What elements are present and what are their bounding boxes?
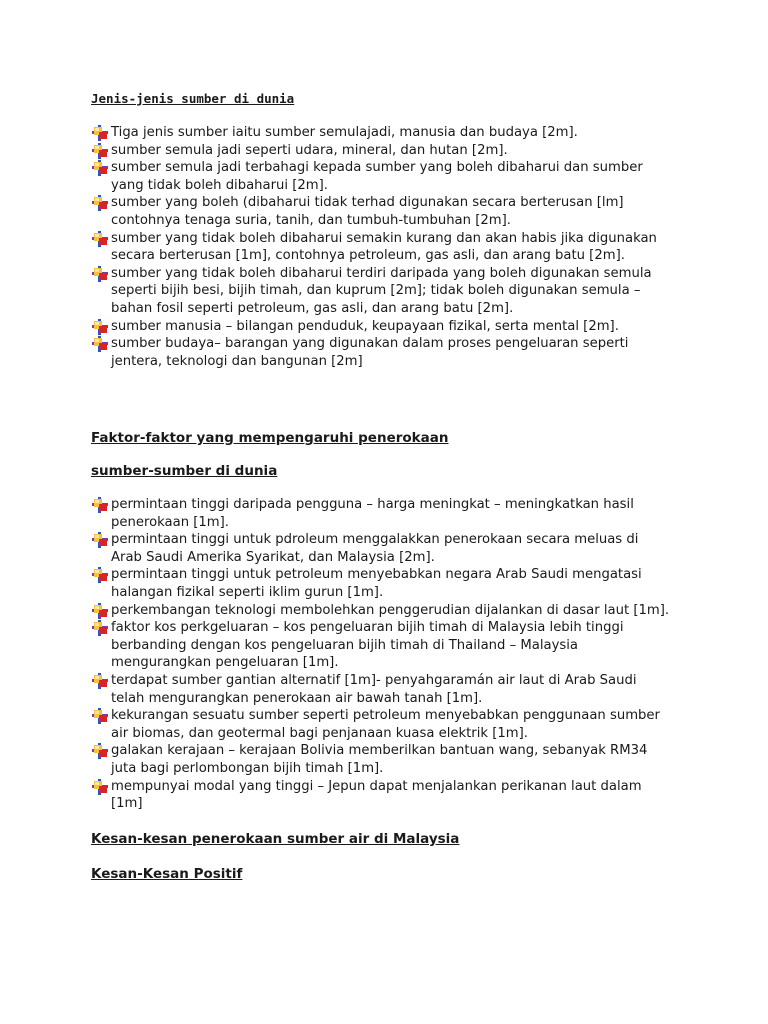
list-item-text-line: terdapat sumber gantian alternatif [1m]- penyahgaramán air laut di Arab Saudi (111, 672, 637, 688)
list-item-text-line: bahan fosil seperti petroleum, gas asli, dan arang batu [2m]. (111, 300, 514, 316)
list-item-text-line: mengurangkan pengeluaran [1m]. (111, 655, 339, 671)
list-item-text-line: faktor kos perkgeluaran – kos pengeluaran bijih timah di Malaysia lebih tinggi (111, 620, 624, 636)
list-item-text-line: permintaan tinggi untuk petroleum menyebabkan negara Arab Saudi mengatasi (111, 567, 642, 583)
list-item-text-line: sumber semula jadi terbahagi kepada sumber yang boleh dibaharui dan sumber (111, 160, 643, 176)
list-item-text-line: sumber yang boleh (dibaharui tidak terhad digunakan secara berterusan [lm] (111, 195, 624, 211)
list-item-text-line: telah mengurangkan penerokaan air bawah tanah [1m]. (111, 690, 483, 706)
list-item-text-line: sumber manusia – bilangan penduduk, keupayaan fizikal, serta mental [2m]. (111, 318, 619, 334)
section-heading-faktor-line2: sumber-sumber di dunia (91, 463, 278, 479)
sumber-list-item (91, 194, 691, 229)
list-item-text-line: galakan kerajaan – kerajaan Bolivia memberilkan bantuan wang, sebanyak RM34 (111, 743, 648, 759)
list-item-text-line: mempunyai modal yang tinggi – Jepun dapat menjalankan perikanan laut dalam (111, 778, 642, 794)
faktor-list-item (91, 602, 691, 620)
list-item-text-line: contohnya tenaga suria, tanih, dan tumbuh-tumbuhan [2m]. (111, 212, 511, 228)
section-heading-jenis-sumber: Jenis-jenis sumber di dunia (91, 91, 295, 106)
faktor-list-item (91, 566, 691, 601)
sumber-list-item (91, 142, 691, 160)
faktor-list-item (91, 531, 691, 566)
list-item-text-line: berbanding dengan kos pengeluaran bijih timah di Thailand – Malaysia (111, 637, 578, 653)
list-item-text-line: Tiga jenis sumber iaitu sumber semulajadi, manusia dan budaya [2m]. (111, 125, 578, 140)
list-item-text-line: perkembangan teknologi membolehkan penggerudian dijalankan di dasar laut [1m]. (111, 602, 670, 618)
section-subheading-kesan-positif: Kesan-Kesan Positif (91, 866, 243, 882)
list-item-text-line: penerokaan [1m]. (111, 514, 229, 530)
list-item-text-line: secara berterusan [1m], contohnya petroleum, gas asli, dan arang batu [2m]. (111, 248, 625, 264)
list-item-text-line: juta bagi perlombongan bijih timah [1m]. (111, 760, 384, 776)
sumber-list-item (91, 265, 691, 318)
list-item-text-line: halangan fizikal seperti iklim gurun [1m]. (111, 584, 384, 600)
section-heading-faktor: Faktor-faktor yang mempengaruhi penerokaan (91, 430, 449, 446)
list-item-text-line: yang tidak boleh dibaharui [2m]. (111, 177, 328, 193)
sumber-types-list (91, 124, 691, 370)
list-item-text-line: permintaan tinggi untuk pdroleum menggalakkan penerokaan secara meluas di (111, 532, 639, 548)
list-item-text-line: jentera, teknologi dan bangunan [2m] (111, 353, 363, 369)
list-item-text-line: sumber yang tidak boleh dibaharui terdiri daripada yang boleh digunakan semula (111, 265, 652, 281)
faktor-list-item (91, 619, 691, 672)
sumber-list-item (91, 318, 691, 336)
list-item-text-line: air biomas, dan geotermal bagi penjanaan kuasa elektrik [1m]. (111, 725, 528, 741)
faktor-list-item (91, 496, 691, 531)
list-item-text-line: seperti bijih besi, bijih timah, dan kuprum [2m]; tidak boleh digunakan semula – (111, 283, 641, 299)
faktor-list-item (91, 778, 691, 813)
sumber-list-item (91, 124, 691, 142)
list-item-text-line: Arab Saudi Amerika Syarikat, dan Malaysia [2m]. (111, 549, 435, 565)
faktor-list (91, 496, 691, 813)
list-item-text-line: sumber yang tidak boleh dibaharui semakin kurang dan akan habis jika digunakan (111, 230, 657, 246)
list-item-text-line: sumber semula jadi seperti udara, mineral, dan hutan [2m]. (111, 142, 508, 158)
list-item-text-line: permintaan tinggi daripada pengguna – harga meningkat – meningkatkan hasil (111, 497, 634, 512)
sumber-list-item (91, 230, 691, 265)
faktor-list-item (91, 707, 691, 742)
list-item-text-line: kekurangan sesuatu sumber seperti petroleum menyebabkan penggunaan sumber (111, 708, 660, 724)
sumber-list-item (91, 159, 691, 194)
list-item-text-line: [1m] (111, 796, 143, 812)
faktor-list-item (91, 742, 691, 777)
sumber-list-item (91, 335, 691, 370)
section-heading-kesan: Kesan-kesan penerokaan sumber air di Malaysia (91, 831, 460, 847)
list-item-text-line: sumber budaya– barangan yang digunakan dalam proses pengeluaran seperti (111, 336, 629, 352)
faktor-list-item (91, 672, 691, 707)
